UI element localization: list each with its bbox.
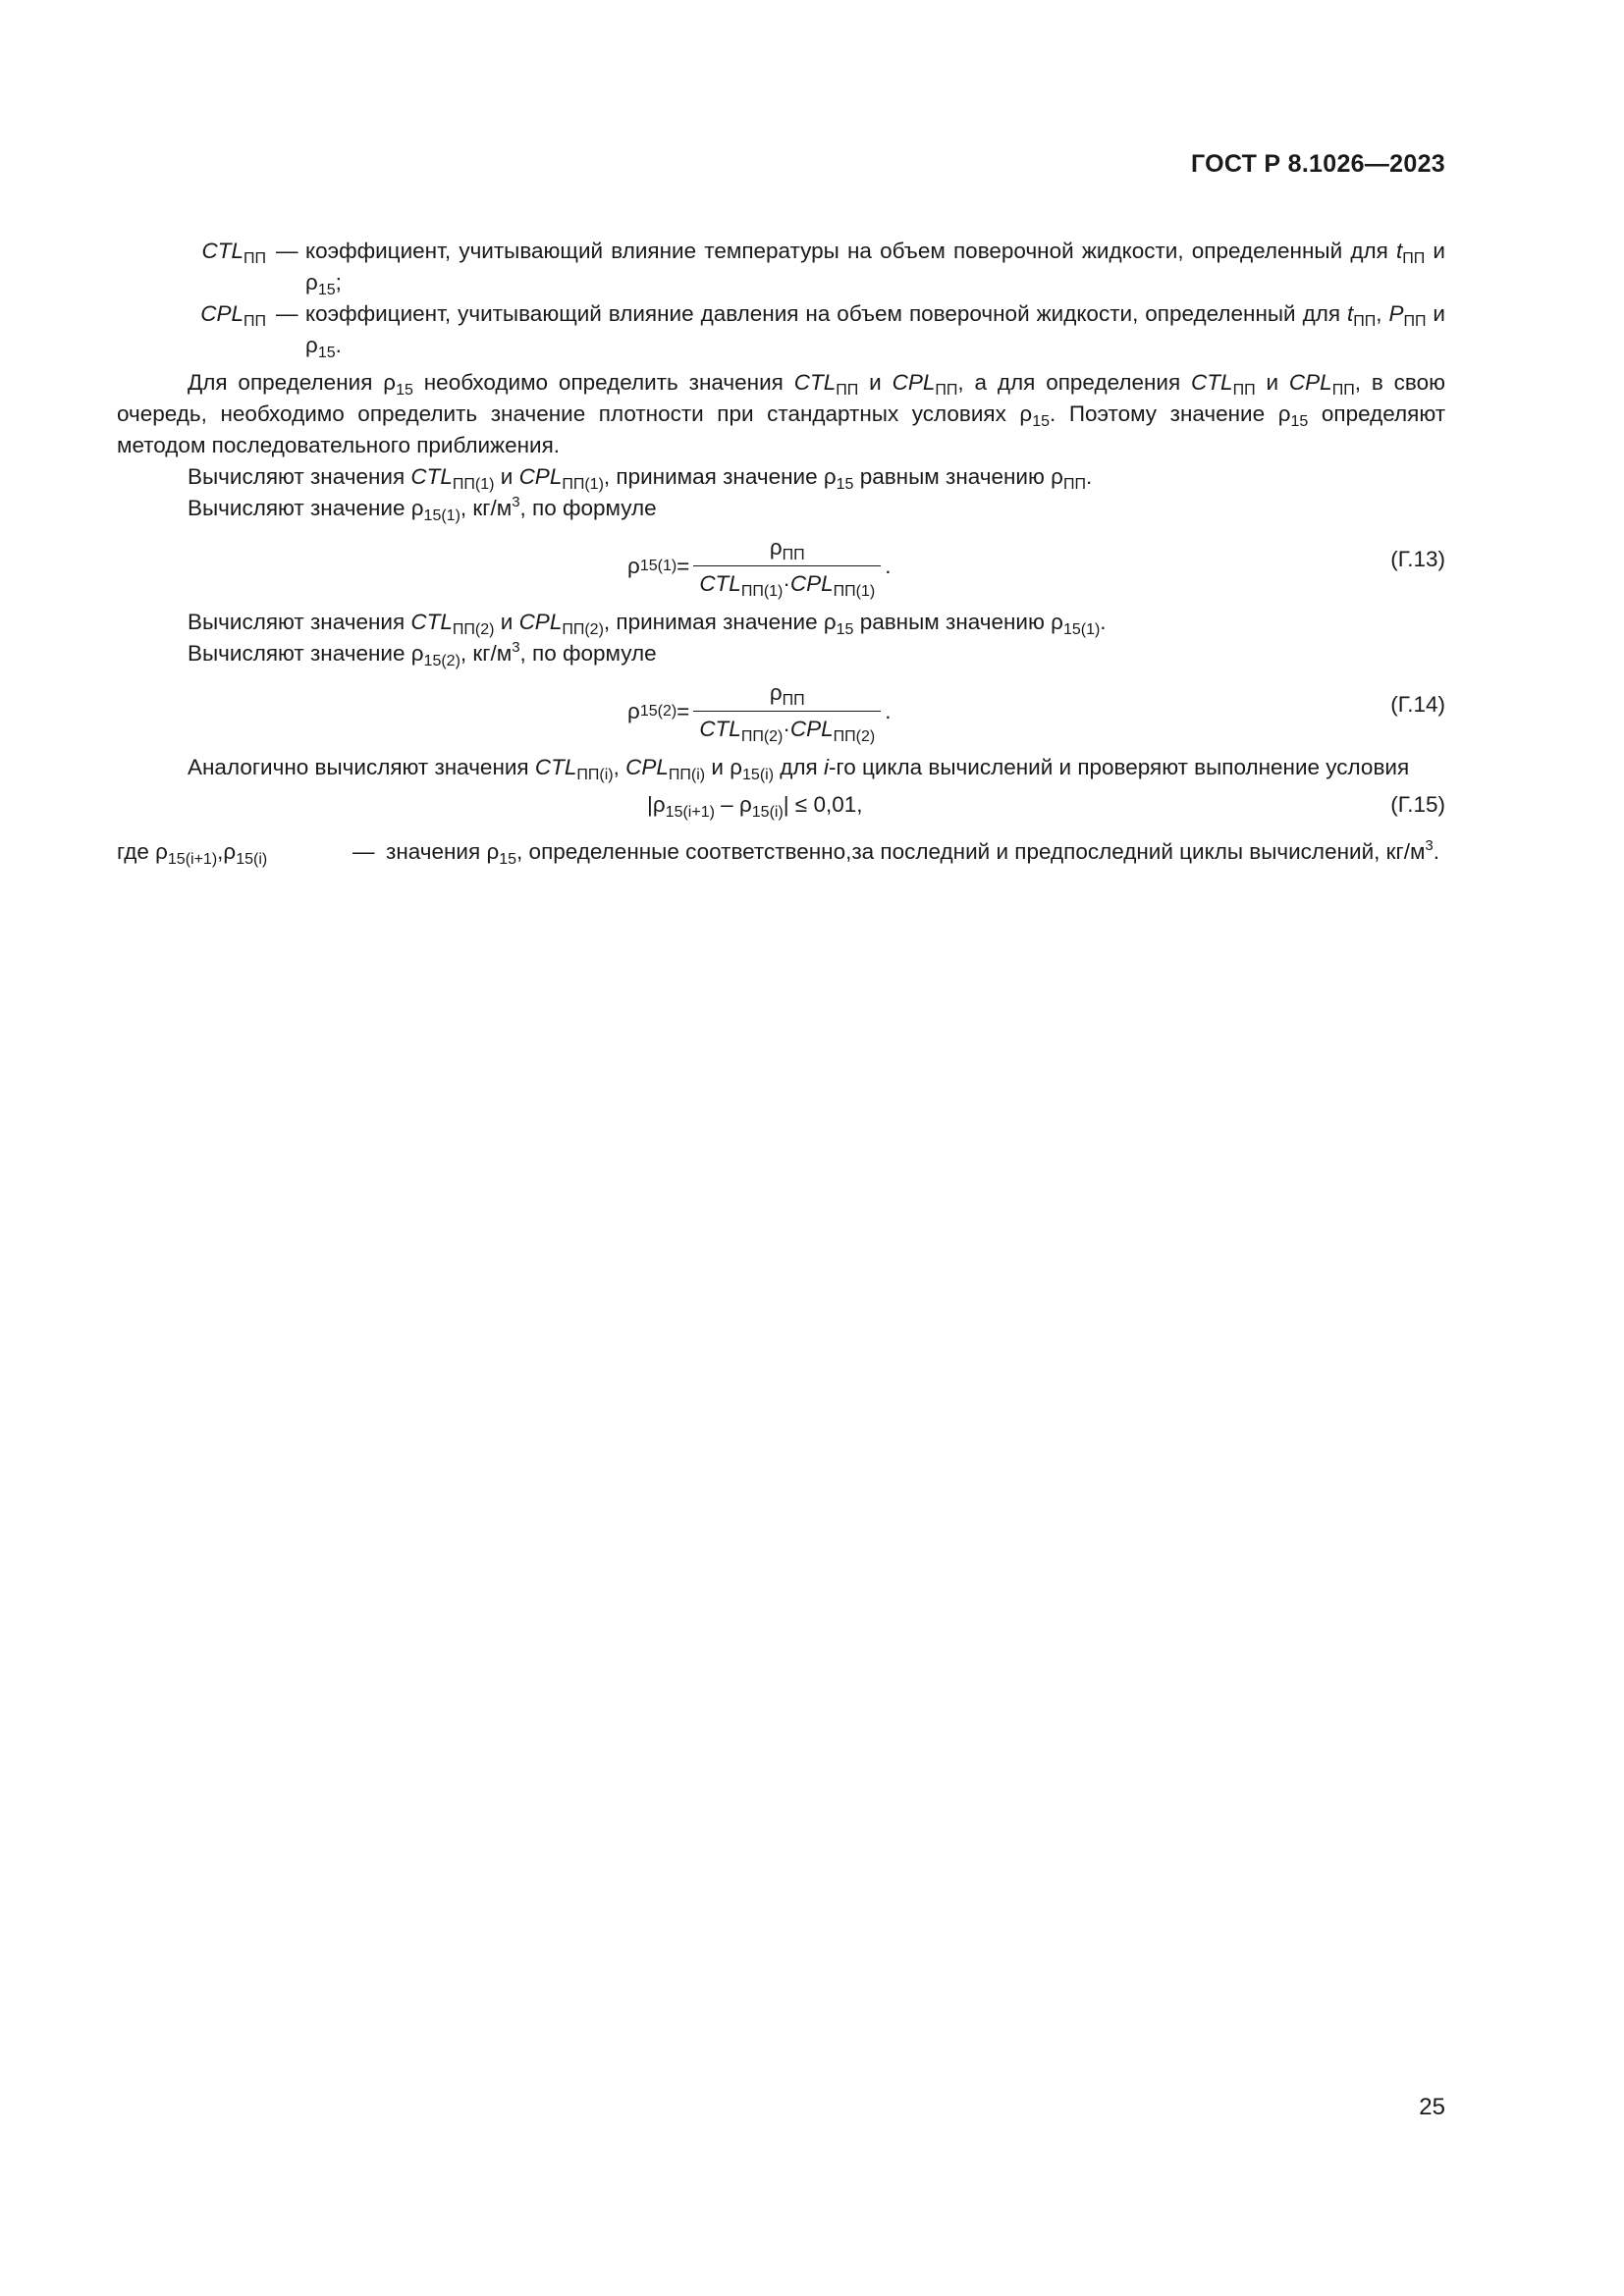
document-id: ГОСТ Р 8.1026—2023	[1190, 150, 1445, 178]
definition-text: коэффициент, учитывающий влияние температуры на объем поверочной жидкости, определенный для $t_{ПП}$ и $\rho_{15}$;	[305, 239, 1445, 298]
definition-ctl	[117, 236, 1445, 298]
definition-term: $CTL_{ПП}$	[201, 239, 266, 267]
formula-fraction	[693, 532, 881, 600]
fraction-numerator: $\rho_{ПП}$	[769, 680, 805, 709]
formula-number: (Г.14)	[1390, 692, 1445, 717]
formula-g13	[117, 524, 1445, 607]
formula-g15	[117, 783, 1445, 828]
fraction-numerator: $\rho_{ПП}$	[769, 535, 805, 563]
definition-dash: —	[276, 239, 298, 263]
definition-dash: —	[276, 301, 298, 326]
where-text: значения $\rho_{15}$, определенные соответственно,за последний и предпоследний циклы вычислений, $кг/м^3$.	[386, 837, 1440, 868]
where-term: где $\rho_{15(i+1)},\rho_{15(i)}$	[117, 839, 268, 868]
definition-term: $CPL_{ПП}$	[200, 301, 266, 330]
paragraph-compute-first-iteration: Вычисляют значения $CTL_{ПП(1)}$ и $CPL_{ПП(1)}$, принимая значение $\rho_{15}$ равным значению $\rho_{ПП}$.	[188, 464, 1093, 493]
formula-expression: ρ 15(2) = $\frac{\rho_{ПП}}{CTL_{ПП(2)}\cdot CPL_{ПП(2)}}$ .	[627, 677, 892, 745]
formula-g14	[117, 669, 1445, 752]
fraction-denominator: $CTL_{ПП(2)}\cdot CPL_{ПП(2)}$	[693, 711, 881, 745]
paragraph-formula-intro-1: Вычисляют значение $\rho_{15(1)}$, $кг/м^3$, по формуле	[188, 494, 657, 524]
paragraph-formula-intro-2: Вычисляют значение $\rho_{15(2)}$, $кг/м^3$, по формуле	[188, 639, 657, 669]
formula-fraction	[693, 677, 881, 745]
document-body	[117, 236, 1445, 868]
definition-text: коэффициент, учитывающий влияние давления на объем поверочной жидкости, определенный для $t_{ПП}$, $P_{ПП}$ и $\rho_{15}$.	[305, 301, 1445, 361]
where-dash: —	[352, 839, 375, 864]
where-clause	[117, 836, 1445, 868]
formula-number: (Г.15)	[1390, 792, 1445, 817]
formula-number: (Г.13)	[1390, 547, 1445, 571]
formula-expression: ρ 15(1) = $\frac{\rho_{ПП}}{CTL_{ПП(1)}\cdot CPL_{ПП(1)}}$ .	[627, 532, 892, 600]
paragraph-compute-second-iteration: Вычисляют значения $CTL_{ПП(2)}$ и $CPL_{ПП(2)}$, принимая значение $\rho_{15}$ равным значению $\rho_{15(1)}$.	[188, 610, 1107, 638]
formula-expression: $|\rho_{15(i+1)} - \rho_{15(i)}| \le 0,01$,	[647, 792, 863, 821]
definition-cpl	[117, 298, 1445, 361]
fraction-denominator: $CTL_{ПП(1)}\cdot CPL_{ПП(1)}$	[693, 565, 881, 600]
paragraph-approximation-method: Для определения $\rho_{15}$ необходимо определить значения $CTL_{ПП}$ и $CPL_{ПП}$, а для определения $CTL_{ПП}$ и $CPL_{ПП}$, в свою очередь, необходимо определить значение плотности при стандартных условиях $\rho_{15}$. Поэтому значение $\rho_{15}$ определяют методом последовательного приближения.	[117, 370, 1446, 457]
paragraph-iteration-condition: Аналогично вычисляют значения $CTL_{ПП(i)}$, $CPL_{ПП(i)}$ и $\rho_{15(i)}$ для i-го цикла вычислений и проверяют выполнение условия	[188, 755, 1410, 783]
page-number: 25	[1419, 2094, 1445, 2120]
